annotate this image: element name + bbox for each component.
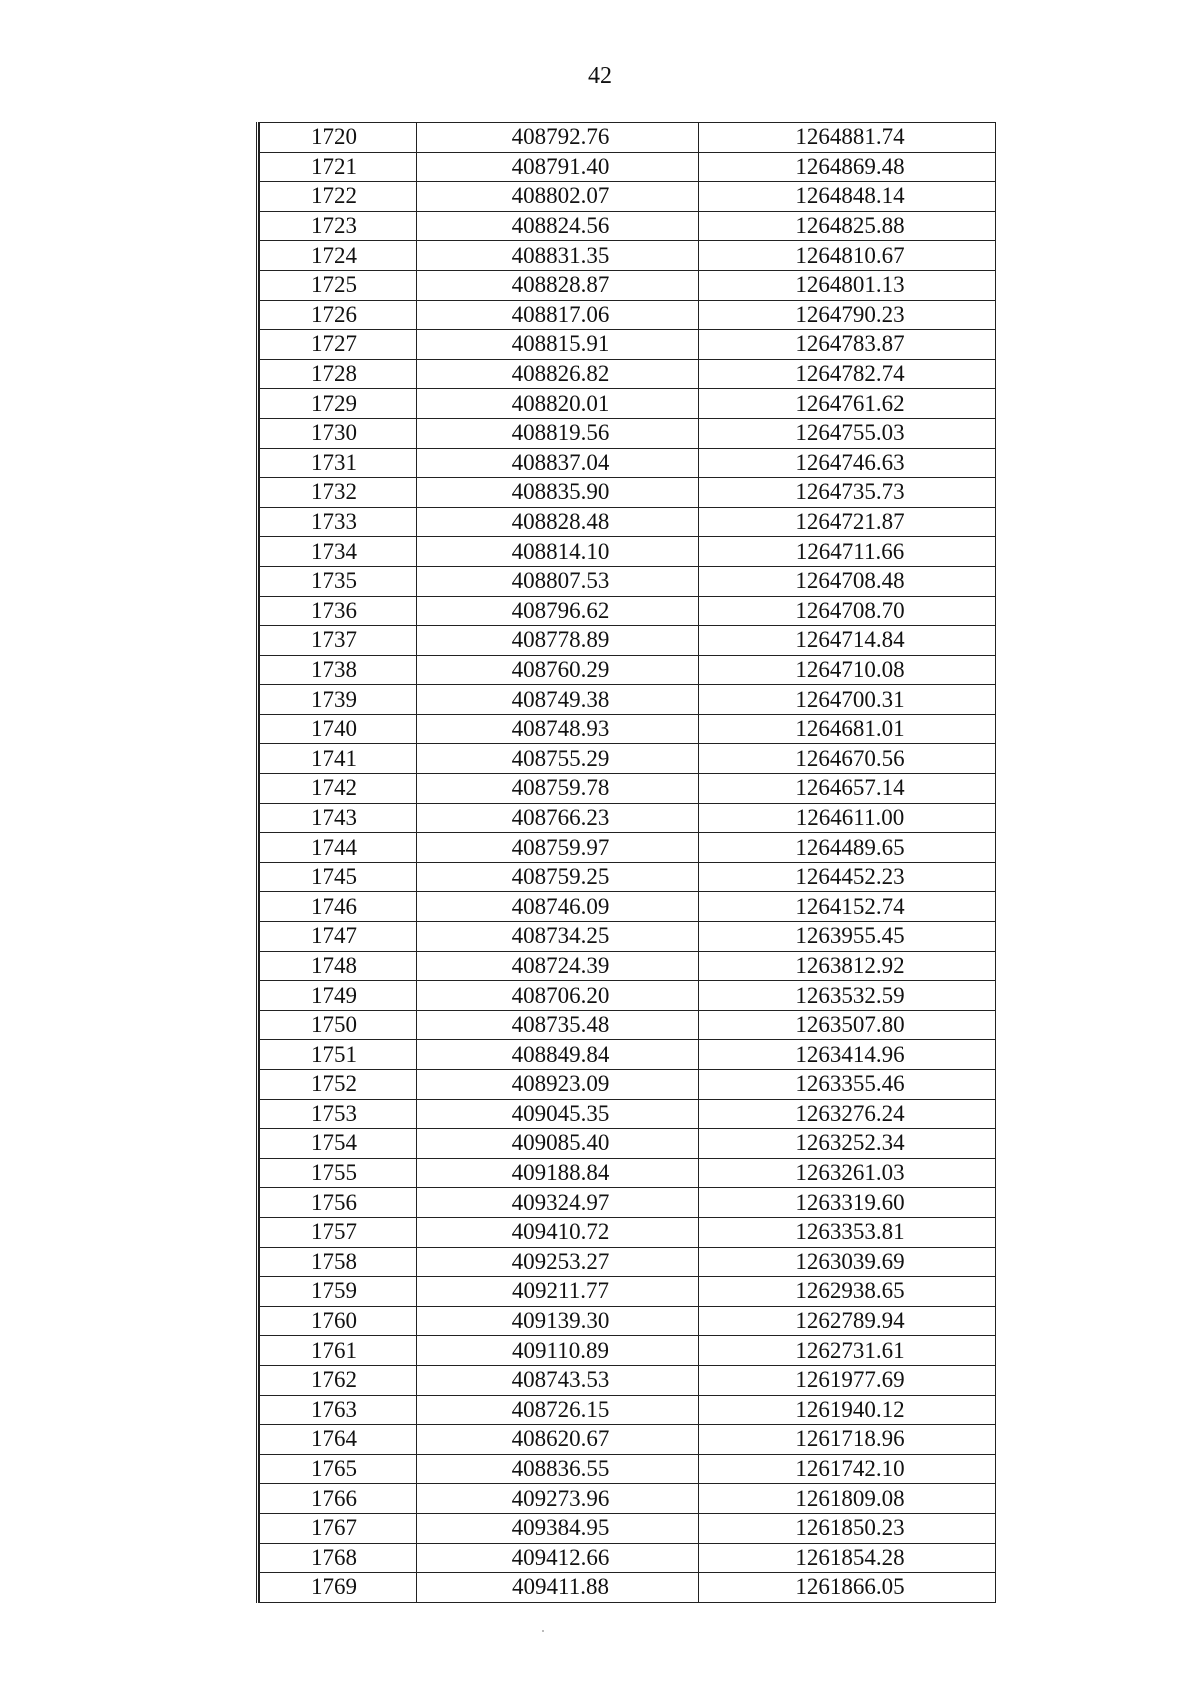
point-number-cell: 1724 [260, 241, 417, 271]
point-number-cell: 1754 [260, 1129, 417, 1159]
point-number-cell: 1726 [260, 300, 417, 330]
x-coordinate-cell: 409211.77 [417, 1277, 699, 1307]
y-coordinate-cell: 1264848.14 [699, 182, 996, 212]
x-coordinate-cell: 409139.30 [417, 1306, 699, 1336]
point-number-cell: 1732 [260, 478, 417, 508]
point-number-cell: 1728 [260, 359, 417, 389]
table-row [260, 626, 996, 656]
table-row [260, 241, 996, 271]
y-coordinate-cell: 1263507.80 [699, 1010, 996, 1040]
table-row [260, 507, 996, 537]
point-number-cell: 1746 [260, 892, 417, 922]
y-coordinate-cell: 1261718.96 [699, 1425, 996, 1455]
x-coordinate-cell: 408819.56 [417, 418, 699, 448]
x-coordinate-cell: 408734.25 [417, 922, 699, 952]
coordinates-table [259, 122, 996, 1603]
table-row [260, 1395, 996, 1425]
y-coordinate-cell: 1264152.74 [699, 892, 996, 922]
y-coordinate-cell: 1261809.08 [699, 1484, 996, 1514]
table-row [260, 448, 996, 478]
point-number-cell: 1727 [260, 330, 417, 360]
table-row [260, 685, 996, 715]
table-row [260, 1336, 996, 1366]
point-number-cell: 1736 [260, 596, 417, 626]
y-coordinate-cell: 1264721.87 [699, 507, 996, 537]
y-coordinate-cell: 1264825.88 [699, 211, 996, 241]
y-coordinate-cell: 1264681.01 [699, 714, 996, 744]
x-coordinate-cell: 409110.89 [417, 1336, 699, 1366]
point-number-cell: 1739 [260, 685, 417, 715]
point-number-cell: 1767 [260, 1513, 417, 1543]
table-row [260, 389, 996, 419]
y-coordinate-cell: 1261940.12 [699, 1395, 996, 1425]
x-coordinate-cell: 408791.40 [417, 152, 699, 182]
table-row [260, 1247, 996, 1277]
y-coordinate-cell: 1264708.70 [699, 596, 996, 626]
table-row [260, 1573, 996, 1603]
table-row [260, 744, 996, 774]
table-row [260, 1070, 996, 1100]
x-coordinate-cell: 408724.39 [417, 951, 699, 981]
y-coordinate-cell: 1264782.74 [699, 359, 996, 389]
table-row [260, 123, 996, 153]
point-number-cell: 1723 [260, 211, 417, 241]
point-number-cell: 1753 [260, 1099, 417, 1129]
table-row [260, 1454, 996, 1484]
point-number-cell: 1720 [260, 123, 417, 153]
point-number-cell: 1738 [260, 655, 417, 685]
x-coordinate-cell: 408828.87 [417, 270, 699, 300]
point-number-cell: 1761 [260, 1336, 417, 1366]
table-row [260, 211, 996, 241]
table-row [260, 981, 996, 1011]
y-coordinate-cell: 1263319.60 [699, 1188, 996, 1218]
point-number-cell: 1748 [260, 951, 417, 981]
table-row [260, 418, 996, 448]
point-number-cell: 1765 [260, 1454, 417, 1484]
y-coordinate-cell: 1264489.65 [699, 833, 996, 863]
y-coordinate-cell: 1264755.03 [699, 418, 996, 448]
y-coordinate-cell: 1263955.45 [699, 922, 996, 952]
y-coordinate-cell: 1263812.92 [699, 951, 996, 981]
x-coordinate-cell: 408726.15 [417, 1395, 699, 1425]
table-row [260, 300, 996, 330]
y-coordinate-cell: 1263039.69 [699, 1247, 996, 1277]
point-number-cell: 1758 [260, 1247, 417, 1277]
table-row [260, 833, 996, 863]
table-row [260, 270, 996, 300]
x-coordinate-cell: 408620.67 [417, 1425, 699, 1455]
y-coordinate-cell: 1264790.23 [699, 300, 996, 330]
table-row [260, 862, 996, 892]
point-number-cell: 1744 [260, 833, 417, 863]
table-row [260, 922, 996, 952]
point-number-cell: 1742 [260, 774, 417, 804]
x-coordinate-cell: 409045.35 [417, 1099, 699, 1129]
point-number-cell: 1745 [260, 862, 417, 892]
y-coordinate-cell: 1264670.56 [699, 744, 996, 774]
x-coordinate-cell: 409412.66 [417, 1543, 699, 1573]
y-coordinate-cell: 1262731.61 [699, 1336, 996, 1366]
y-coordinate-cell: 1264708.48 [699, 566, 996, 596]
y-coordinate-cell: 1264611.00 [699, 803, 996, 833]
x-coordinate-cell: 408824.56 [417, 211, 699, 241]
y-coordinate-cell: 1263252.34 [699, 1129, 996, 1159]
table-row [260, 566, 996, 596]
x-coordinate-cell: 408755.29 [417, 744, 699, 774]
table-row [260, 1484, 996, 1514]
x-coordinate-cell: 409085.40 [417, 1129, 699, 1159]
table-row [260, 1365, 996, 1395]
y-coordinate-cell: 1263355.46 [699, 1070, 996, 1100]
point-number-cell: 1743 [260, 803, 417, 833]
y-coordinate-cell: 1264783.87 [699, 330, 996, 360]
table-row [260, 1425, 996, 1455]
y-coordinate-cell: 1263414.96 [699, 1040, 996, 1070]
point-number-cell: 1730 [260, 418, 417, 448]
y-coordinate-cell: 1261742.10 [699, 1454, 996, 1484]
x-coordinate-cell: 408746.09 [417, 892, 699, 922]
point-number-cell: 1766 [260, 1484, 417, 1514]
x-coordinate-cell: 408802.07 [417, 182, 699, 212]
y-coordinate-cell: 1263261.03 [699, 1158, 996, 1188]
table-row [260, 596, 996, 626]
x-coordinate-cell: 409384.95 [417, 1513, 699, 1543]
table-row [260, 803, 996, 833]
y-coordinate-cell: 1262938.65 [699, 1277, 996, 1307]
y-coordinate-cell: 1264711.66 [699, 537, 996, 567]
point-number-cell: 1740 [260, 714, 417, 744]
x-coordinate-cell: 408759.97 [417, 833, 699, 863]
point-number-cell: 1749 [260, 981, 417, 1011]
y-coordinate-cell: 1261850.23 [699, 1513, 996, 1543]
x-coordinate-cell: 408735.48 [417, 1010, 699, 1040]
point-number-cell: 1737 [260, 626, 417, 656]
point-number-cell: 1751 [260, 1040, 417, 1070]
point-number-cell: 1762 [260, 1365, 417, 1395]
point-number-cell: 1760 [260, 1306, 417, 1336]
table-row [260, 478, 996, 508]
point-number-cell: 1729 [260, 389, 417, 419]
y-coordinate-cell: 1264746.63 [699, 448, 996, 478]
x-coordinate-cell: 408817.06 [417, 300, 699, 330]
point-number-cell: 1768 [260, 1543, 417, 1573]
x-coordinate-cell: 408766.23 [417, 803, 699, 833]
x-coordinate-cell: 408831.35 [417, 241, 699, 271]
x-coordinate-cell: 408743.53 [417, 1365, 699, 1395]
x-coordinate-cell: 408706.20 [417, 981, 699, 1011]
x-coordinate-cell: 408923.09 [417, 1070, 699, 1100]
x-coordinate-cell: 408792.76 [417, 123, 699, 153]
y-coordinate-cell: 1264810.67 [699, 241, 996, 271]
x-coordinate-cell: 409253.27 [417, 1247, 699, 1277]
point-number-cell: 1731 [260, 448, 417, 478]
x-coordinate-cell: 408748.93 [417, 714, 699, 744]
table-row [260, 892, 996, 922]
x-coordinate-cell: 409411.88 [417, 1573, 699, 1603]
y-coordinate-cell: 1261866.05 [699, 1573, 996, 1603]
table-row [260, 1513, 996, 1543]
point-number-cell: 1755 [260, 1158, 417, 1188]
x-coordinate-cell: 408835.90 [417, 478, 699, 508]
y-coordinate-cell: 1262789.94 [699, 1306, 996, 1336]
table-row [260, 330, 996, 360]
table-row [260, 1188, 996, 1218]
x-coordinate-cell: 408759.25 [417, 862, 699, 892]
y-coordinate-cell: 1263353.81 [699, 1217, 996, 1247]
point-number-cell: 1734 [260, 537, 417, 567]
y-coordinate-cell: 1264657.14 [699, 774, 996, 804]
x-coordinate-cell: 408849.84 [417, 1040, 699, 1070]
table-row [260, 182, 996, 212]
scan-speck [542, 1630, 544, 1632]
table-row [260, 1040, 996, 1070]
table-row [260, 774, 996, 804]
point-number-cell: 1764 [260, 1425, 417, 1455]
table-row [260, 714, 996, 744]
table-row [260, 152, 996, 182]
x-coordinate-cell: 408778.89 [417, 626, 699, 656]
x-coordinate-cell: 409410.72 [417, 1217, 699, 1247]
y-coordinate-cell: 1264801.13 [699, 270, 996, 300]
table-row [260, 537, 996, 567]
y-coordinate-cell: 1264710.08 [699, 655, 996, 685]
x-coordinate-cell: 408836.55 [417, 1454, 699, 1484]
point-number-cell: 1763 [260, 1395, 417, 1425]
point-number-cell: 1722 [260, 182, 417, 212]
point-number-cell: 1756 [260, 1188, 417, 1218]
x-coordinate-cell: 408815.91 [417, 330, 699, 360]
y-coordinate-cell: 1264735.73 [699, 478, 996, 508]
y-coordinate-cell: 1264700.31 [699, 685, 996, 715]
x-coordinate-cell: 408826.82 [417, 359, 699, 389]
x-coordinate-cell: 408837.04 [417, 448, 699, 478]
table-row [260, 951, 996, 981]
table-row [260, 1158, 996, 1188]
point-number-cell: 1769 [260, 1573, 417, 1603]
point-number-cell: 1759 [260, 1277, 417, 1307]
y-coordinate-cell: 1264714.84 [699, 626, 996, 656]
y-coordinate-cell: 1263276.24 [699, 1099, 996, 1129]
page-number: 42 [588, 63, 612, 89]
x-coordinate-cell: 408760.29 [417, 655, 699, 685]
point-number-cell: 1735 [260, 566, 417, 596]
table-row [260, 1129, 996, 1159]
x-coordinate-cell: 408749.38 [417, 685, 699, 715]
x-coordinate-cell: 408820.01 [417, 389, 699, 419]
y-coordinate-cell: 1264869.48 [699, 152, 996, 182]
point-number-cell: 1733 [260, 507, 417, 537]
x-coordinate-cell: 408814.10 [417, 537, 699, 567]
point-number-cell: 1747 [260, 922, 417, 952]
x-coordinate-cell: 409273.96 [417, 1484, 699, 1514]
table-row [260, 1277, 996, 1307]
x-coordinate-cell: 408759.78 [417, 774, 699, 804]
x-coordinate-cell: 409324.97 [417, 1188, 699, 1218]
table-row [260, 1306, 996, 1336]
y-coordinate-cell: 1263532.59 [699, 981, 996, 1011]
table-row [260, 1217, 996, 1247]
y-coordinate-cell: 1261977.69 [699, 1365, 996, 1395]
point-number-cell: 1757 [260, 1217, 417, 1247]
x-coordinate-cell: 408796.62 [417, 596, 699, 626]
point-number-cell: 1750 [260, 1010, 417, 1040]
y-coordinate-cell: 1264452.23 [699, 862, 996, 892]
table-row [260, 359, 996, 389]
x-coordinate-cell: 408807.53 [417, 566, 699, 596]
point-number-cell: 1721 [260, 152, 417, 182]
table-row [260, 1099, 996, 1129]
point-number-cell: 1752 [260, 1070, 417, 1100]
table-row [260, 655, 996, 685]
point-number-cell: 1725 [260, 270, 417, 300]
point-number-cell: 1741 [260, 744, 417, 774]
x-coordinate-cell: 409188.84 [417, 1158, 699, 1188]
coordinates-table-container [256, 122, 997, 1603]
x-coordinate-cell: 408828.48 [417, 507, 699, 537]
y-coordinate-cell: 1264881.74 [699, 123, 996, 153]
y-coordinate-cell: 1261854.28 [699, 1543, 996, 1573]
table-row [260, 1543, 996, 1573]
coordinates-table-body [260, 123, 996, 1603]
table-row [260, 1010, 996, 1040]
y-coordinate-cell: 1264761.62 [699, 389, 996, 419]
